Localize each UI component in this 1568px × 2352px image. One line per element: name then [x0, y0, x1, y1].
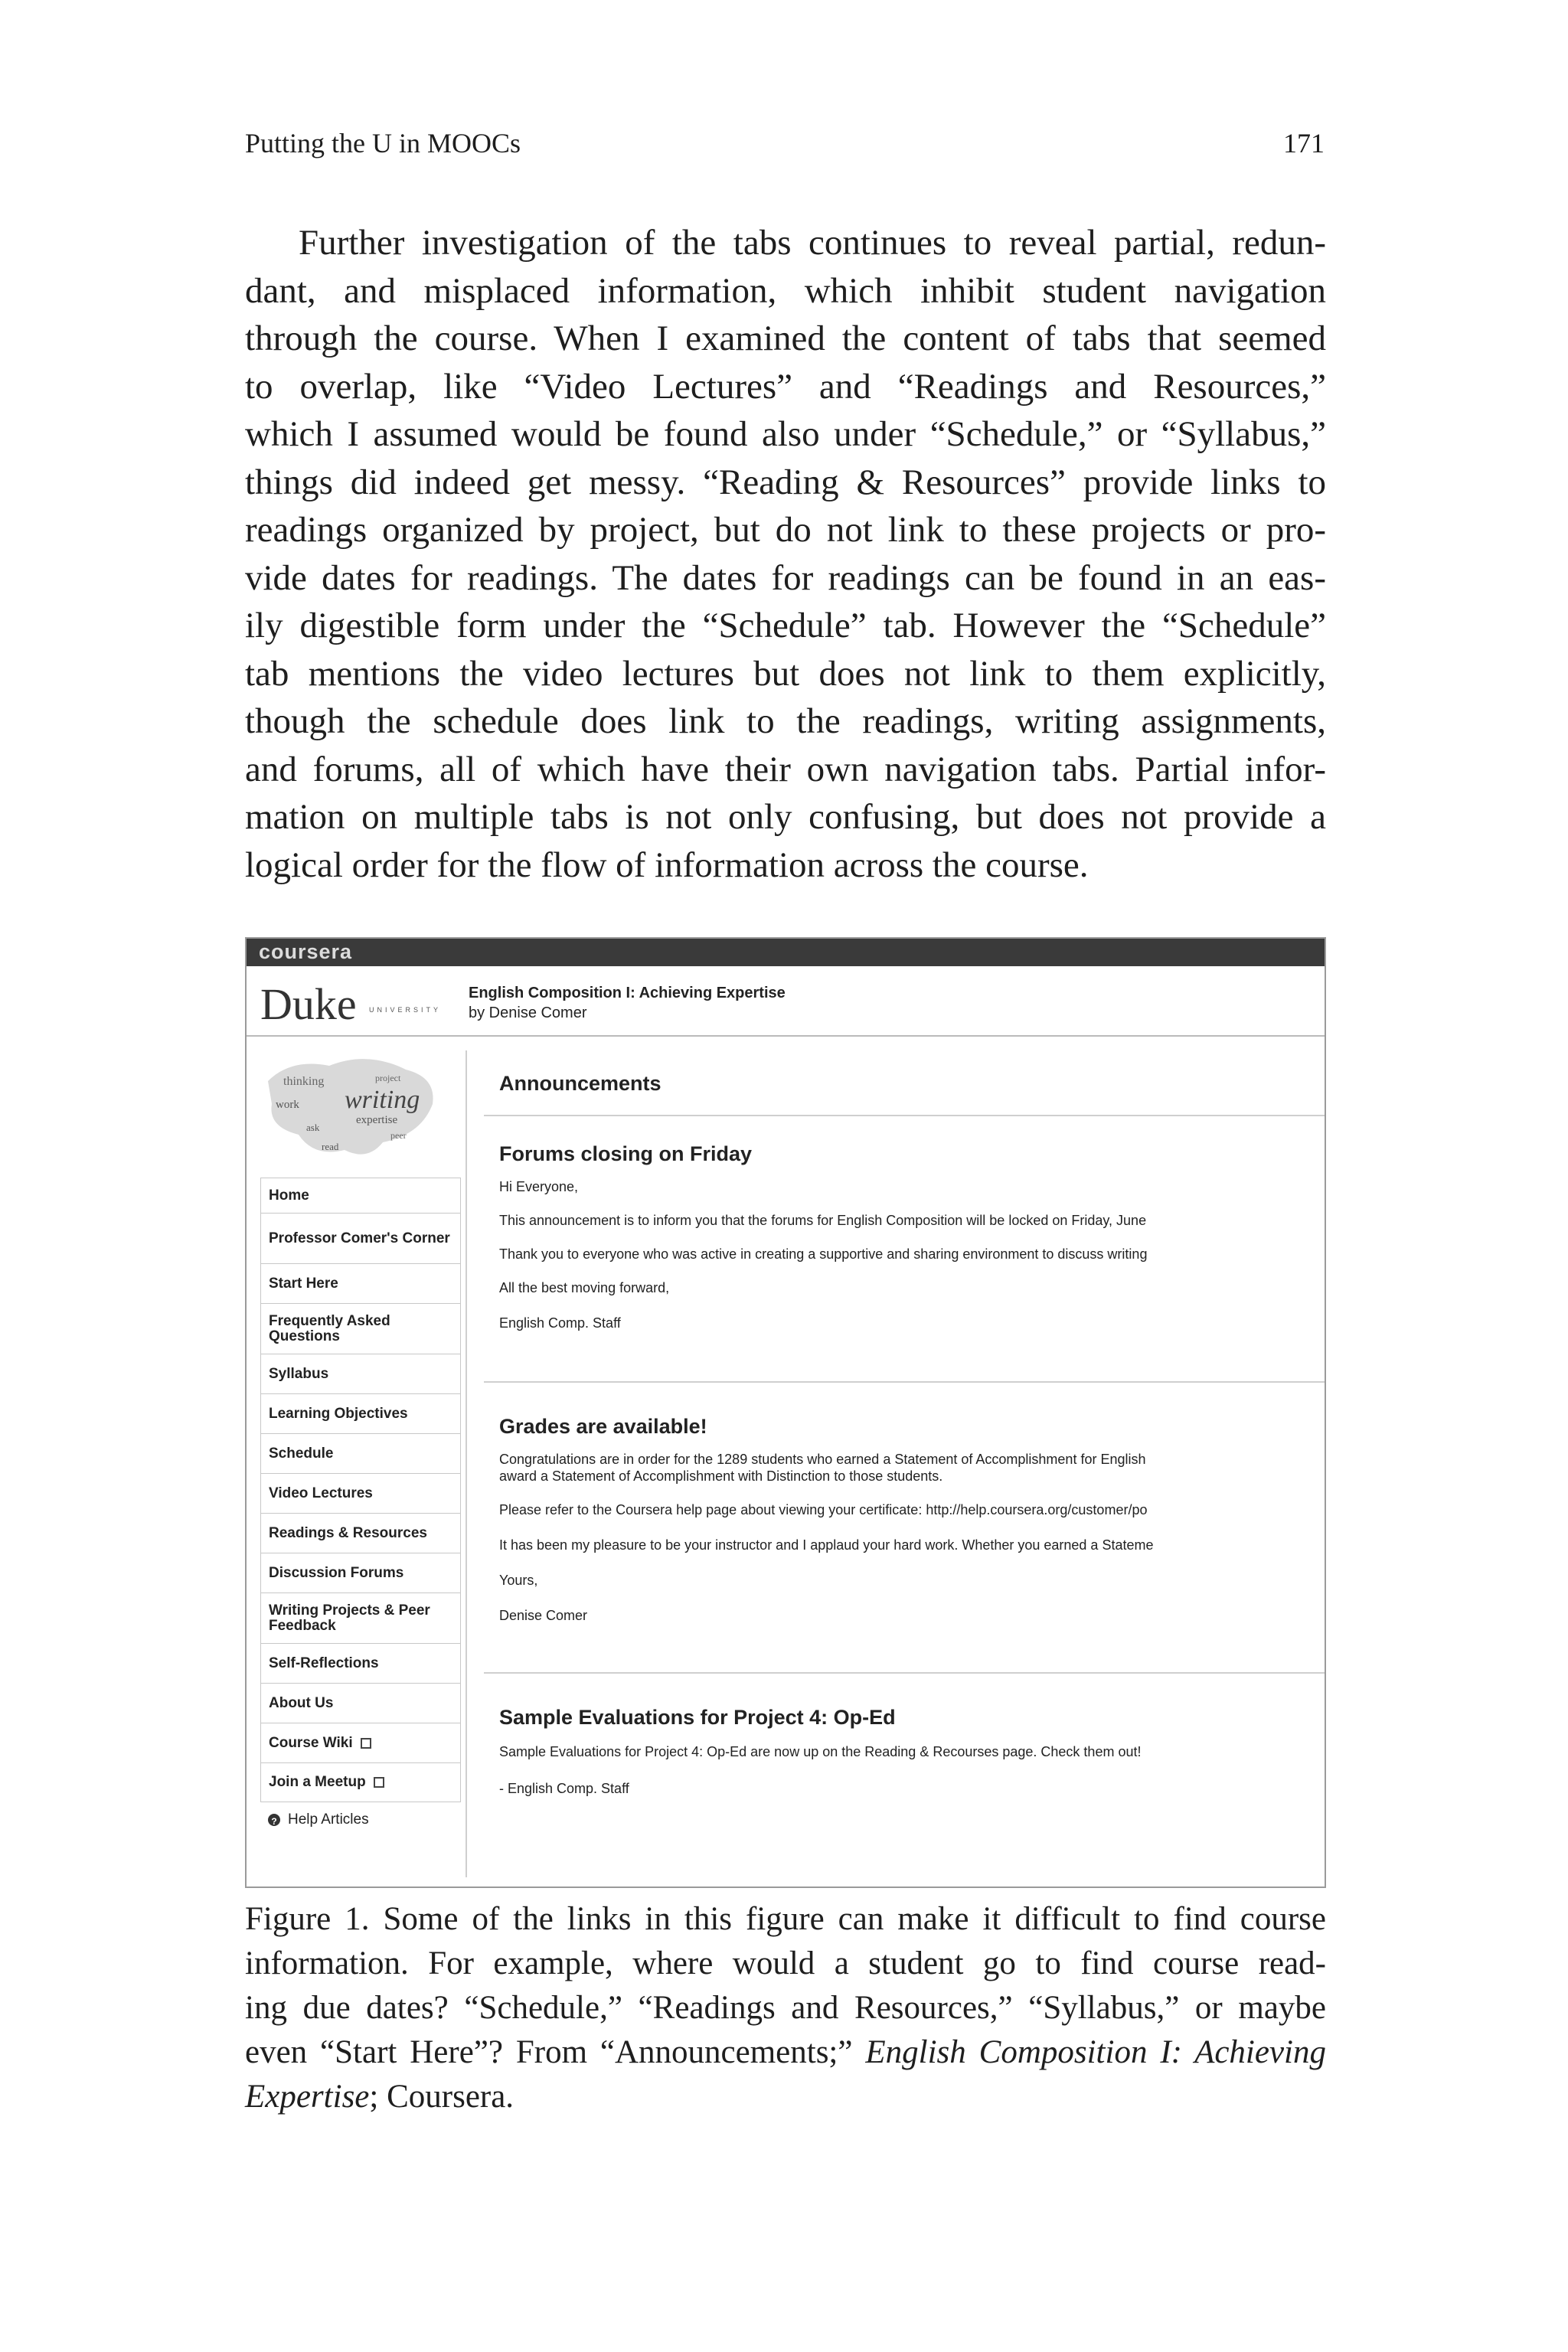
course-screenshot-figure: [245, 937, 1326, 1888]
sidebar-item-about-us[interactable]: About Us: [260, 1683, 461, 1723]
post-line: Denise Comer: [499, 1608, 588, 1623]
caption-line: ing due dates? “Schedule,” “Readings and Resources,” “Syllabus,” or maybe: [245, 1990, 1326, 2026]
word-cloud-word: thinking: [283, 1075, 325, 1088]
sidebar-item-video-lectures[interactable]: Video Lectures: [260, 1473, 461, 1513]
running-title: Putting the U in MOOCs: [245, 128, 521, 158]
caption-line: Figure 1. Some of the links in this figure can make it difficult to find course: [245, 1901, 1326, 1937]
sidebar-item-start-here[interactable]: Start Here: [260, 1263, 461, 1303]
word-cloud-word: read: [322, 1141, 339, 1152]
duke-logo[interactable]: Duke: [260, 979, 357, 1029]
sidebar-item-self-reflections[interactable]: Self-Reflections: [260, 1643, 461, 1683]
body-line: to overlap, like “Video Lectures” and “Readings and Resources,”: [245, 366, 1326, 407]
sidebar-item-syllabus[interactable]: Syllabus: [260, 1354, 461, 1393]
post-line: Yours,: [499, 1573, 538, 1588]
post-line: All the best moving forward,: [499, 1280, 670, 1295]
body-line: Further investigation of the tabs continues to reveal partial, redun-: [299, 223, 1326, 263]
sidebar-item-course-wiki[interactable]: Course Wiki: [260, 1723, 461, 1762]
external-link-icon: [374, 1777, 384, 1788]
sidebar-item-discussion-forums[interactable]: Discussion Forums: [260, 1553, 461, 1592]
coursera-topbar: [247, 939, 1325, 966]
divider: [484, 1672, 1325, 1674]
caption-course-title-end: Expertise: [245, 2079, 370, 2115]
body-line: dant, and misplaced information, which inhibit student navigation: [245, 270, 1326, 311]
sidebar-item-professors-corner[interactable]: Professor Comer's Corner: [260, 1213, 461, 1263]
sidebar-item-schedule[interactable]: Schedule: [260, 1433, 461, 1473]
word-cloud-word: project: [375, 1073, 401, 1083]
word-cloud-word: peer: [390, 1130, 407, 1141]
caption-line: [245, 2075, 1326, 2119]
duke-logo-subtitle: UNIVERSITY: [369, 1006, 442, 1014]
body-line: things did indeed get messy. “Reading & Resources” provide links to: [245, 462, 1326, 502]
word-cloud-word: ask: [306, 1122, 320, 1133]
post-line: This announcement is to inform you that the forums for English Composition will be locked on Friday, June: [499, 1213, 1147, 1228]
post-line: - English Comp. Staff: [499, 1781, 629, 1796]
body-line: though the schedule does link to the readings, writing assignments,: [245, 701, 1326, 741]
body-line: and forums, all of which have their own navigation tabs. Partial infor-: [245, 749, 1326, 789]
word-cloud-word: work: [276, 1099, 299, 1111]
word-cloud-image: [260, 1050, 444, 1165]
help-icon: ?: [268, 1814, 280, 1826]
post-title: Sample Evaluations for Project 4: Op-Ed: [499, 1706, 896, 1729]
post-title: Forums closing on Friday: [499, 1142, 753, 1165]
caption-line: information. For example, where would a student go to find course read-: [245, 1945, 1326, 1981]
caption-course-title: English Composition I: Achieving: [865, 2034, 1326, 2070]
post-line[interactable]: Please refer to the Coursera help page about viewing your certificate: http://help.coursera.org/customer/po: [499, 1502, 1148, 1517]
coursera-logo[interactable]: coursera: [259, 940, 353, 963]
body-line: readings organized by project, but do not link to these projects or pro-: [245, 510, 1326, 550]
sidebar-item-learning-objectives[interactable]: Learning Objectives: [260, 1393, 461, 1433]
caption-line: [245, 2030, 1326, 2075]
word-cloud-word: writing: [345, 1086, 420, 1114]
divider: [484, 1115, 1325, 1116]
body-line: tab mentions the video lectures but does not link to them explicitly,: [245, 653, 1326, 694]
post-line: English Comp. Staff: [499, 1315, 621, 1331]
caption-source: ; Coursera.: [369, 2079, 514, 2115]
sidebar-item-join-meetup[interactable]: Join a Meetup: [260, 1762, 461, 1802]
course-instructor: by Denise Comer: [469, 1004, 587, 1021]
post-line: Congratulations are in order for the 1289 students who earned a Statement of Accomplishment for English: [499, 1452, 1146, 1467]
external-link-icon: [361, 1738, 371, 1749]
course-title: English Composition I: Achieving Expertise: [469, 985, 786, 1001]
page-number: 171: [1283, 128, 1325, 158]
sidebar-divider: [466, 1050, 467, 1877]
course-header: [247, 966, 1325, 1037]
running-header: [245, 127, 1325, 159]
body-line: ily digestible form under the “Schedule” tab. However the “Schedule”: [245, 606, 1326, 645]
post-line: Hi Everyone,: [499, 1179, 579, 1194]
body-line: vide dates for readings. The dates for readings can be found in an eas-: [245, 557, 1326, 598]
post-line: It has been my pleasure to be your instructor and I applaud your hard work. Whether you earned a Stateme: [499, 1537, 1154, 1553]
course-sidebar: [260, 1178, 461, 1838]
sidebar-item-writing-projects[interactable]: Writing Projects & Peer Feedback: [260, 1592, 461, 1643]
post-line: award a Statement of Accomplishment with Distinction to those students.: [499, 1468, 943, 1484]
body-line: through the course. When I examined the content of tabs that seemed: [245, 318, 1326, 358]
sidebar-item-home[interactable]: Home: [260, 1178, 461, 1213]
figure-caption: [245, 1897, 1326, 2119]
sidebar-item-readings-resources[interactable]: Readings & Resources: [260, 1513, 461, 1553]
word-cloud-word: expertise: [356, 1114, 398, 1126]
body-line: mation on multiple tabs is not only confusing, but does not provide a: [245, 797, 1326, 837]
post-title: Grades are available!: [499, 1415, 707, 1438]
post-line: Thank you to everyone who was active in creating a supportive and sharing environment to discuss writing: [499, 1246, 1148, 1262]
caption-text: even “Start Here”? From “Announcements;”: [245, 2034, 866, 2070]
body-line: which I assumed would be found also under “Schedule,” or “Syllabus,”: [245, 414, 1326, 454]
announcements-title: Announcements: [499, 1072, 662, 1095]
divider: [484, 1381, 1325, 1383]
body-line: logical order for the flow of information across the course.: [245, 844, 1089, 885]
post-line: Sample Evaluations for Project 4: Op-Ed are now up on the Reading & Recourses page. Check them out!: [499, 1744, 1142, 1759]
sidebar-item-help-articles[interactable]: ? Help Articles: [260, 1802, 461, 1838]
sidebar-item-faq[interactable]: Frequently Asked Questions: [260, 1303, 461, 1354]
body-paragraph: [245, 219, 1326, 889]
